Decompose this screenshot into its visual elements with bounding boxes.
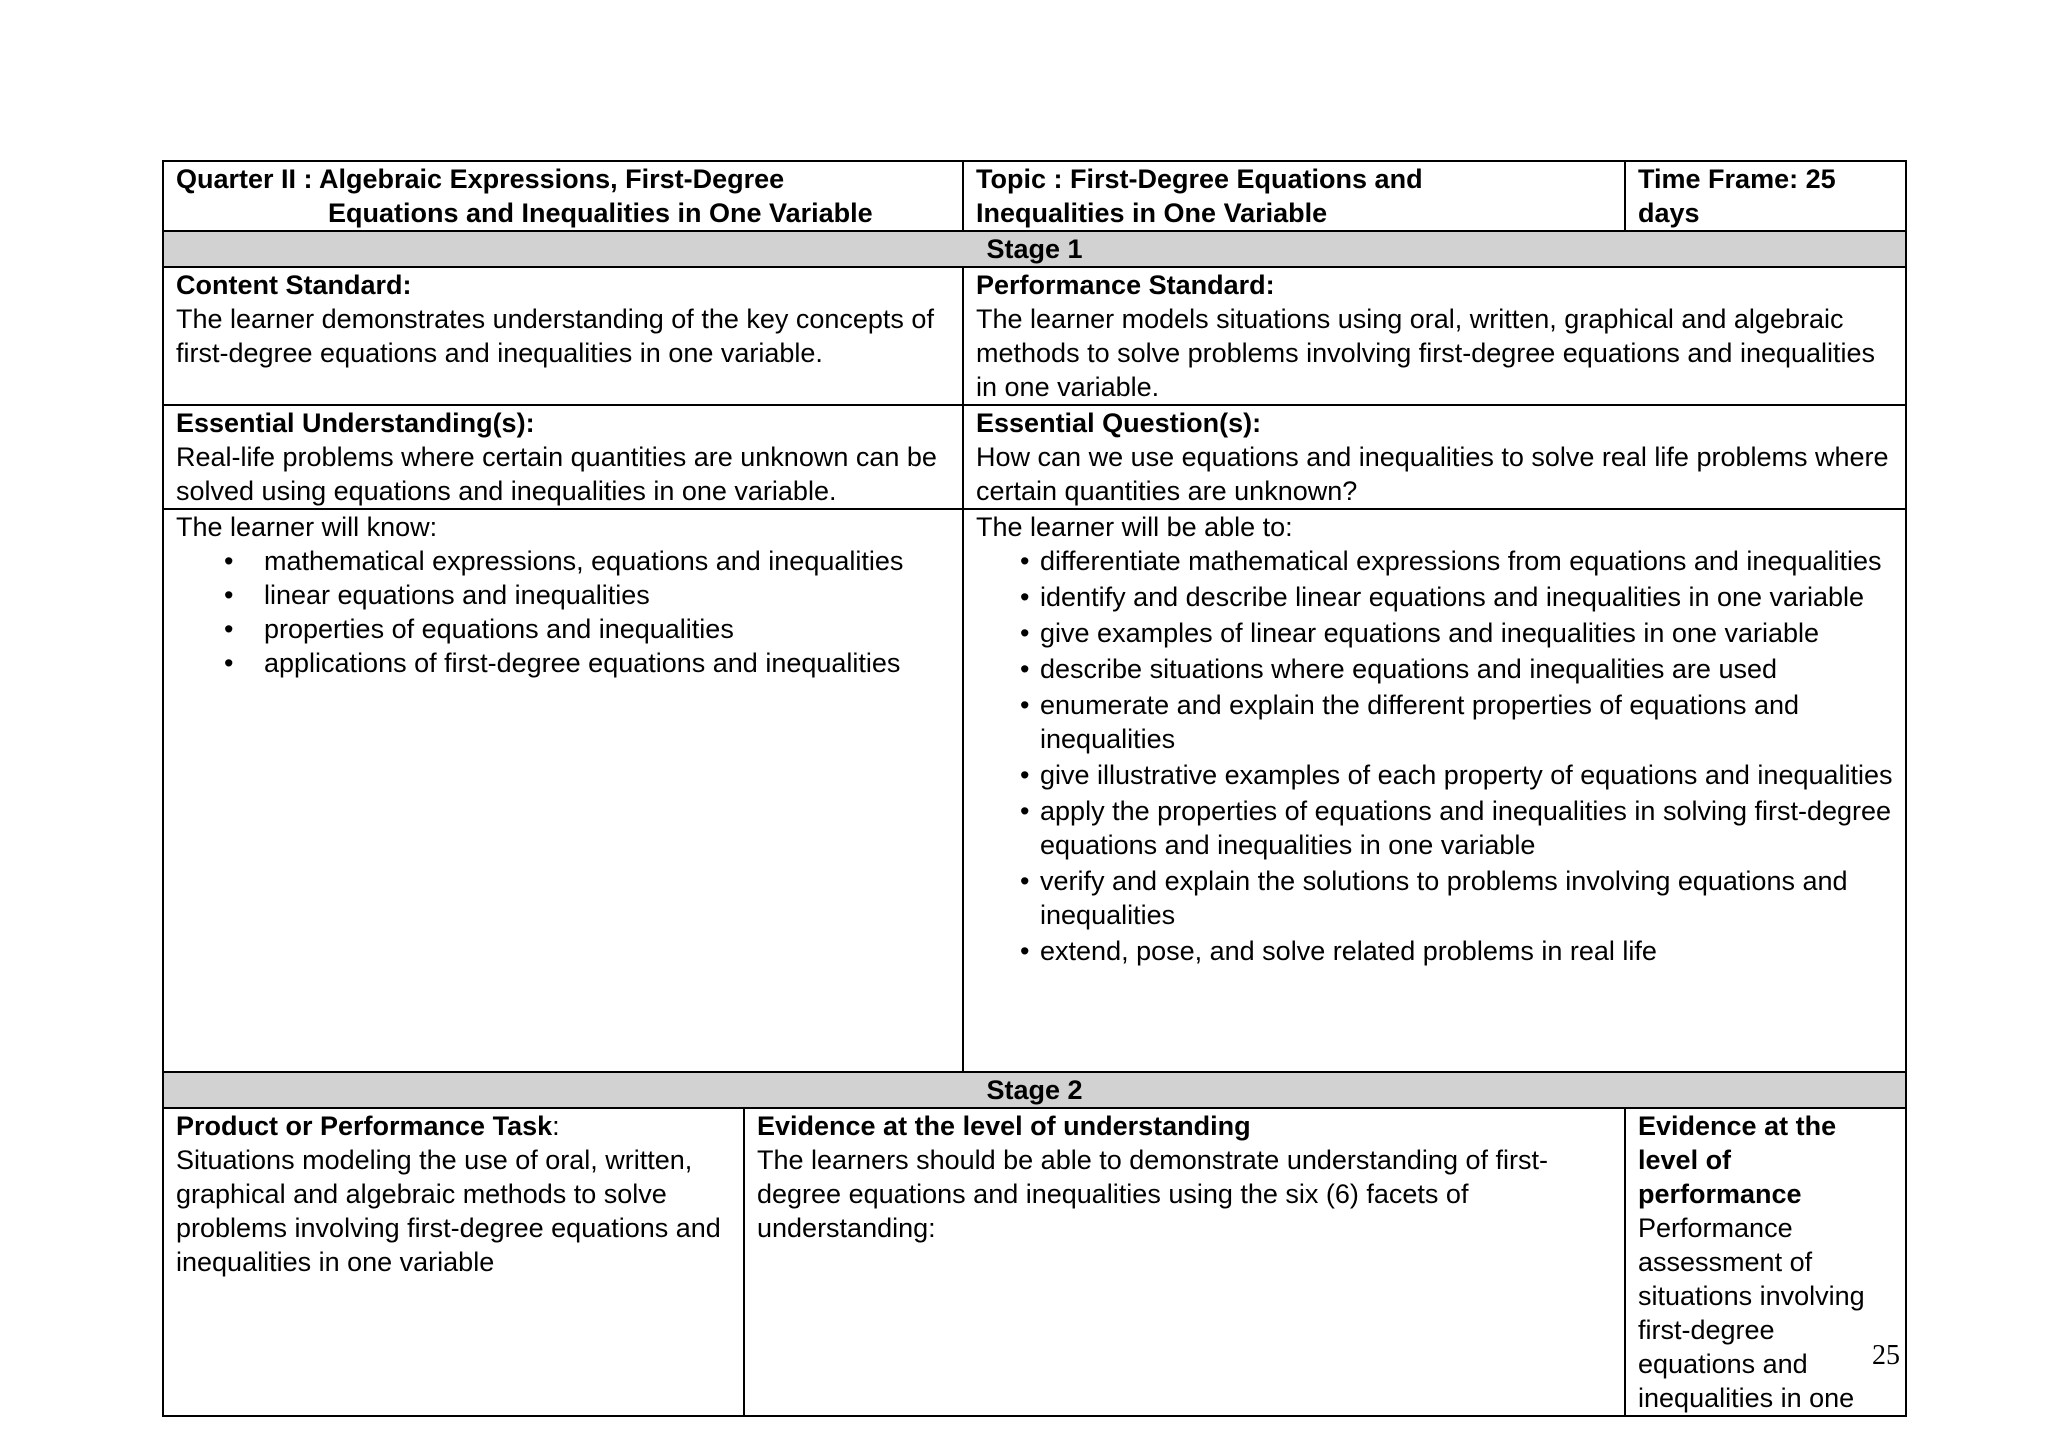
product-task-text: Situations modeling the use of oral, written, graphical and algebraic methods to solve problems involving first-degree equations and inequalities in one variable (176, 1145, 721, 1277)
list-item: • give illustrative examples of each property of equations and inequalities (976, 758, 1893, 792)
topic-cell (963, 161, 1625, 231)
list-item: • extend, pose, and solve related problems in real life (976, 934, 1893, 968)
know-list (176, 544, 950, 680)
stage1-label: Stage 1 (163, 231, 1906, 267)
list-item: • describe situations where equations and inequalities are used (976, 652, 1893, 686)
topic-line1: Topic : First-Degree Equations and (976, 164, 1423, 194)
able-list (976, 544, 1893, 968)
list-item: • enumerate and explain the different properties of equations and inequalities (976, 688, 1893, 756)
able-intro: The learner will be able to: (976, 512, 1293, 542)
product-task-title: Product or Performance Task (176, 1111, 553, 1141)
evidence-understanding-text: The learners should be able to demonstrate understanding of first-degree equations and inequalities using the six (6) facets of understanding: (757, 1145, 1548, 1243)
essential-question-text: How can we use equations and inequalities to solve real life problems where certain quantities are unknown? (976, 442, 1889, 506)
list-item: • differentiate mathematical expressions from equations and inequalities (976, 544, 1893, 578)
quarter-line1: Quarter II : Algebraic Expressions, First-Degree (176, 164, 785, 194)
performance-standard-title: Performance Standard: (976, 270, 1275, 300)
quarter-cell (163, 161, 963, 231)
able-cell (963, 509, 1906, 1072)
know-cell (163, 509, 963, 1072)
performance-standard-text: The learner models situations using oral, written, graphical and algebraic methods to solve problems involving first-degree equations and inequalities in one variable. (976, 304, 1876, 402)
quarter-line2: Equations and Inequalities in One Variable (328, 198, 873, 228)
evidence-performance-title: Evidence at the level of performance (1638, 1111, 1837, 1209)
essentials-row (163, 405, 1906, 509)
stage2-row (163, 1072, 1906, 1108)
list-item: • apply the properties of equations and inequalities in solving first-degree equations and inequalities in one variable (976, 794, 1893, 862)
list-item: • identify and describe linear equations and inequalities in one variable (976, 580, 1893, 614)
essential-question-title: Essential Question(s): (976, 408, 1262, 438)
essential-understanding-cell (163, 405, 963, 509)
list-item: • linear equations and inequalities (176, 578, 950, 612)
time-frame-cell: Time Frame: 25 days (1625, 161, 1906, 231)
essential-understanding-text: Real-life problems where certain quantities are unknown can be solved using equations and inequalities in one variable. (176, 442, 937, 506)
list-item: • properties of equations and inequalities (176, 612, 950, 646)
content-standard-text: The learner demonstrates understanding of the key concepts of first-degree equations and inequalities in one variable. (176, 304, 934, 368)
stage1-row (163, 231, 1906, 267)
content-standard-title: Content Standard: (176, 270, 412, 300)
header-row (163, 161, 1906, 231)
standards-row (163, 267, 1906, 405)
evidence-understanding-title: Evidence at the level of understanding (757, 1111, 1251, 1141)
product-task-cell (163, 1108, 744, 1416)
page-number: 25 (1872, 1340, 1900, 1371)
list-item: • mathematical expressions, equations and inequalities (176, 544, 950, 578)
performance-standard-cell (963, 267, 1906, 405)
stage2-label: Stage 2 (163, 1072, 1906, 1108)
know-able-row (163, 509, 1906, 1072)
know-intro: The learner will know: (176, 512, 438, 542)
curriculum-map-table (162, 160, 1907, 1417)
evidence-understanding-cell (744, 1108, 1625, 1416)
list-item: • applications of first-degree equations and inequalities (176, 646, 950, 680)
list-item: • verify and explain the solutions to problems involving equations and inequalities (976, 864, 1893, 932)
essential-question-cell (963, 405, 1906, 509)
list-item: • give examples of linear equations and inequalities in one variable (976, 616, 1893, 650)
product-task-colon: : (552, 1111, 560, 1141)
topic-line2: Inequalities in One Variable (976, 198, 1328, 228)
essential-understanding-title: Essential Understanding(s): (176, 408, 535, 438)
content-standard-cell (163, 267, 963, 405)
evidence-performance-text: Performance assessment of situations involving first-degree equations and inequalities in one (1638, 1213, 1865, 1413)
stage2-content-row (163, 1108, 1906, 1416)
